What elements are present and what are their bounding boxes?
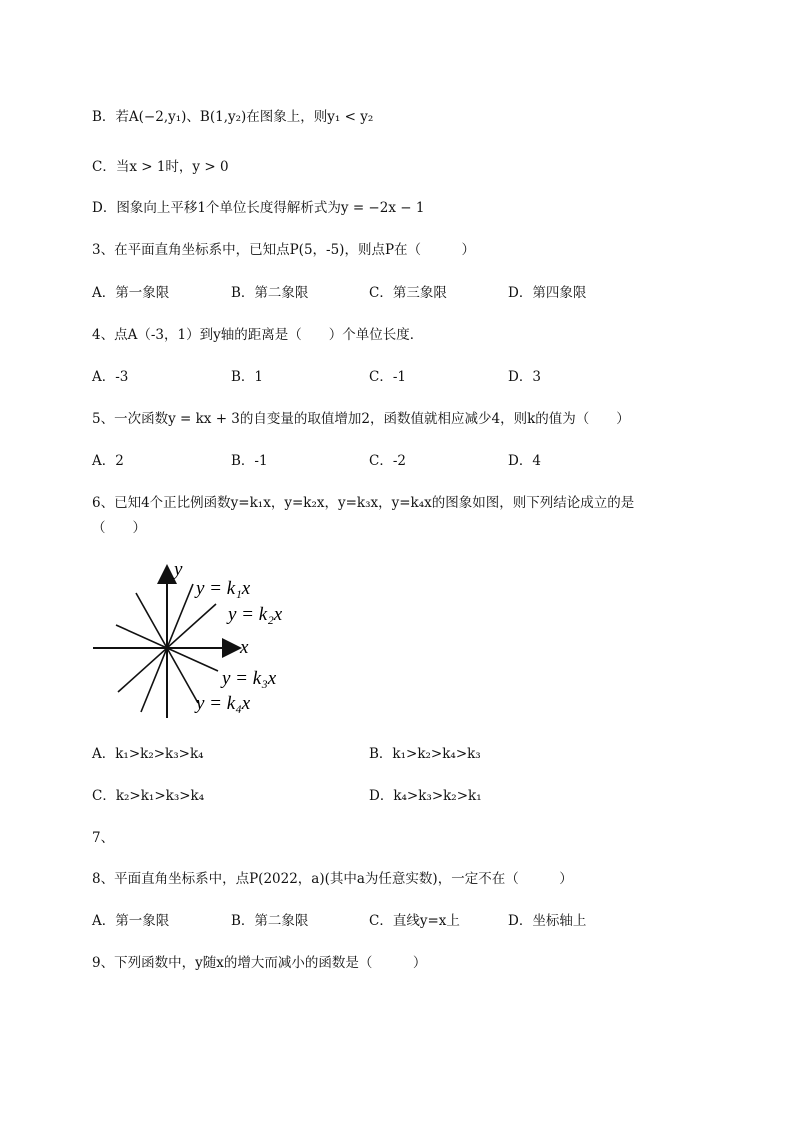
- q8-option-d: D．坐标轴上: [508, 913, 587, 929]
- question-6-line1: 6、已知4个正比例函数y=k₁x，y=k₂x，y=k₃x，y=k₄x的图象如图，则下列结论成立的是: [92, 495, 635, 511]
- question-9: 9、下列函数中，y随x的增大而减小的函数是（ ）: [92, 955, 427, 971]
- label-k4: y = k₄x: [196, 693, 251, 714]
- x-axis-label: x: [240, 637, 249, 658]
- q8-option-c: C．直线y=x上: [369, 913, 460, 929]
- question-3: 3、在平面直角坐标系中，已知点P(5，-5)，则点P在（ ）: [92, 242, 476, 258]
- q3-option-a: A．第一象限: [92, 285, 170, 301]
- q4-option-b: B．1: [231, 369, 264, 385]
- question-6-line2: （ ）: [92, 520, 146, 536]
- q6-option-b: B．k₁>k₂>k₄>k₃: [369, 746, 481, 762]
- q5-option-d: D．4: [508, 453, 541, 469]
- q8-option-a: A．第一象限: [92, 913, 170, 929]
- q4-option-c: C．-1: [369, 369, 406, 385]
- q4-option-d: D．3: [508, 369, 541, 385]
- q4-option-a: A．-3: [92, 369, 129, 385]
- question-7: 7、: [92, 830, 115, 846]
- q2-option-c: C．当x > 1时，y > 0: [92, 159, 229, 175]
- q6-option-c: C．k₂>k₁>k₃>k₄: [92, 788, 205, 804]
- question-5: 5、一次函数y = kx + 3的自变量的取值增加2，函数值就相应减少4，则k的值为（ ）: [92, 411, 630, 427]
- label-k1: y = k₁x: [196, 578, 251, 599]
- q2-option-d: D．图象向上平移1个单位长度得解析式为y = −2x − 1: [92, 200, 425, 216]
- q3-option-d: D．第四象限: [508, 285, 587, 301]
- q5-option-a: A．2: [92, 453, 124, 469]
- proportional-functions-figure: [88, 556, 308, 726]
- question-8: 8、平面直角坐标系中，点P(2022，a)(其中a为任意实数)，一定不在（ ）: [92, 871, 573, 887]
- question-4: 4、点A（-3，1）到y轴的距离是（ ）个单位长度．: [92, 327, 424, 343]
- q6-option-a: A．k₁>k₂>k₃>k₄: [92, 746, 204, 762]
- q3-option-c: C．第三象限: [369, 285, 447, 301]
- q5-option-b: B．-1: [231, 453, 268, 469]
- q8-option-b: B．第二象限: [231, 913, 309, 929]
- q6-option-d: D．k₄>k₃>k₂>k₁: [369, 788, 482, 804]
- q5-option-c: C．-2: [369, 453, 406, 469]
- label-k2: y = k₂x: [228, 604, 283, 625]
- label-k3: y = k₃x: [222, 668, 277, 689]
- y-axis-label: y: [174, 559, 183, 580]
- q3-option-b: B．第二象限: [231, 285, 309, 301]
- q2-option-b: B．若A(−2,y₁)、B(1,y₂)在图象上，则y₁ < y₂: [92, 109, 374, 125]
